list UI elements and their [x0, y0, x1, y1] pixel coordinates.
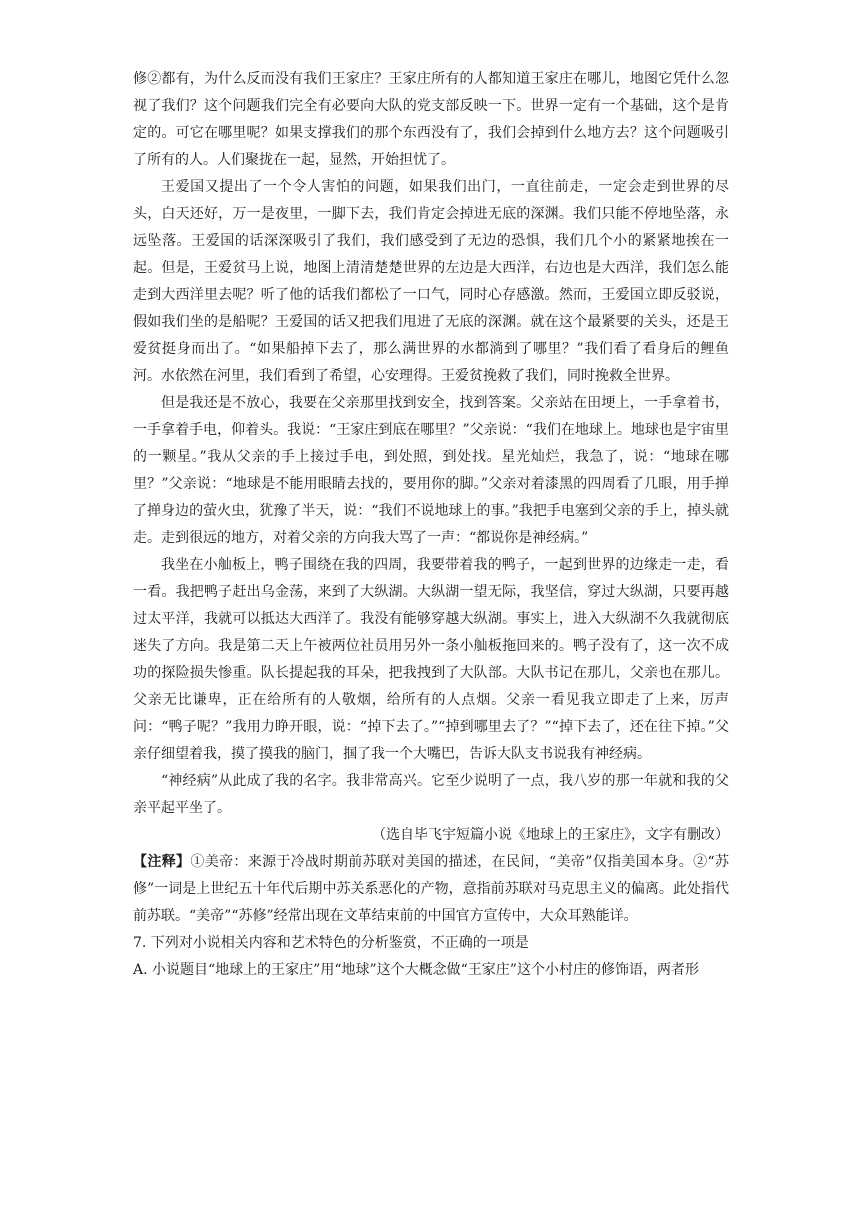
paragraph-3: 但是我还是不放心，我要在父亲那里找到安全，找到答案。父亲站在田埂上，一手拿着书，一手拿着手电，仰着头。我说：“王家庄到底在哪里？”父亲说：“我们在地球上。地球也是宇宙里的一颗星。”我从父亲的手上接过手电，到处照，到处找。星光灿烂，我急了，说：“地球在哪里？”父亲说：“地球是不能用眼睛去找的，要用你的脚。”父亲对着漆黑的四周看了几眼，用手掸了掸身边的萤火虫，犹豫了半天，说：“我们不说地球上的事。”我把手电塞到父亲的手上，掉头就走。走到很远的地方，对着父亲的方向我大骂了一声：“都说你是神经病。” — [133, 395, 729, 546]
annotation-text: ①美帝：来源于冷战时期前苏联对美国的描述，在民间，“美帝”仅指美国本身。②“苏修”一词是上世纪五十年代后期中苏关系恶化的产物，意指前苏联对马克思主义的偏离。此处指代前苏联。“美帝”“苏修”经常出现在文革结束前的中国官方宣传中，大众耳熟能详。 — [133, 854, 729, 924]
paragraph-5: “神经病”从此成了我的名字。我非常高兴。它至少说明了一点，我八岁的那一年就和我的父亲平起平坐了。 — [133, 773, 729, 816]
paragraph-4: 我坐在小舢板上，鸭子围绕在我的四周，我要带着我的鸭子，一起到世界的边缘走一走，看一看。我把鸭子赶出乌金荡，来到了大纵湖。大纵湖一望无际，我坚信，穿过大纵湖，只要再越过太平洋，我就可以抵达大西洋了。我没有能够穿越大纵湖。事实上，进入大纵湖不久我就彻底迷失了方向。我是第二天上午被两位社员用另外一条小舢板拖回来的。鸭子没有了，这一次不成功的探险损失惨重。队长提起我的耳朵，把我拽到了大队部。大队书记在那儿，父亲也在那儿。父亲无比谦卑，正在给所有的人敬烟，给所有的人点烟。父亲一看见我立即走了上来，厉声问：“鸭子呢？”我用力睁开眼，说：“掉下去了。”“掉到哪里去了？”“掉下去了，还在往下掉。”父亲仔细望着我，摸了摸我的脑门，掴了我一个大嘴巴，告诉大队支书说我有神经病。 — [133, 557, 729, 762]
annotation-note — [133, 849, 729, 930]
question-option-a: A. 小说题目“地球上的王家庄”用“地球”这个大概念做“王家庄”这个小村庄的修饰语，两者形 — [133, 962, 699, 978]
paragraph-1: 修②都有，为什么反而没有我们王家庄？王家庄所有的人都知道王家庄在哪儿，地图它凭什么忽视了我们？这个问题我们完全有必要向大队的党支部反映一下。世界一定有一个基础，这个是肯定的。可它在哪里呢？如果支撑我们的那个东西没有了，我们会掉到什么地方去？这个问题吸引了所有的人。人们聚拢在一起，显然，开始担忧了。 — [133, 71, 729, 168]
annotation-label: 【注释】 — [133, 854, 191, 870]
source-citation: （选自毕飞宇短篇小说《地球上的王家庄》，文字有删改） — [372, 827, 729, 843]
paragraph-2: 王爱国又提出了一个令人害怕的问题，如果我们出门，一直往前走，一定会走到世界的尽头，白天还好，万一是夜里，一脚下去，我们肯定会掉进无底的深渊。我们只能不停地坠落，永远坠落。王爱国的话深深吸引了我们，我们感受到了无边的恐惧，我们几个小的紧紧地挨在一起。但是，王爱贫马上说，地图上清清楚楚世界的左边是大西洋，右边也是大西洋，我们怎么能走到大西洋里去呢？听了他的话我们都松了一口气，同时心存感激。然而，王爱国立即反驳说，假如我们坐的是船呢？王爱国的话又把我们甩进了无底的深渊。就在这个最紧要的关头，还是王爱贫挺身而出了。“如果船掉下去了，那么满世界的水都淌到了哪里？”我们看了看身后的鲤鱼河。水依然在河里，我们看到了希望，心安理得。王爱贫挽救了我们，同时挽救全世界。 — [133, 179, 729, 384]
document-page — [133, 66, 729, 984]
question-stem: 7. 下列对小说相关内容和艺术特色的分析鉴赏，不正确的一项是 — [133, 935, 529, 951]
